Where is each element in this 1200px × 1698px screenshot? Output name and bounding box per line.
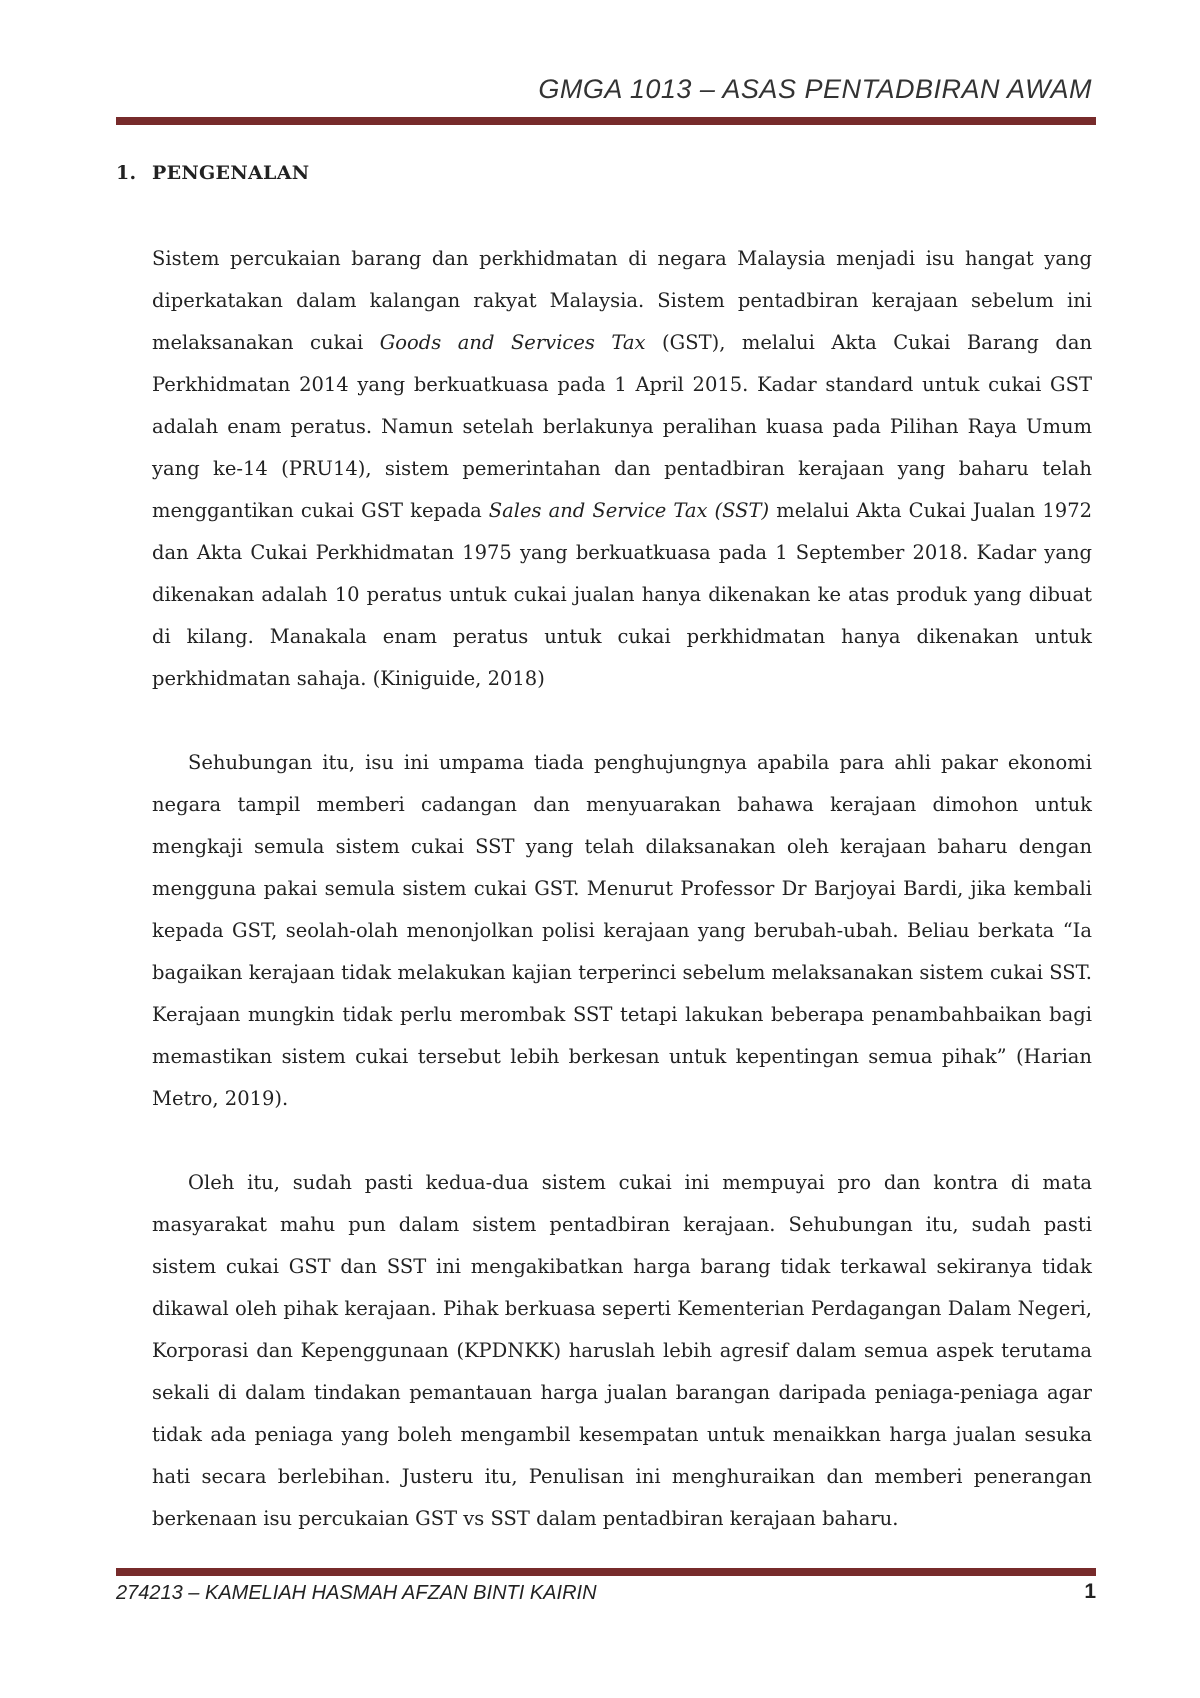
paragraph-1-text-b: (GST), melalui Akta Cukai Barang dan Perkhidmatan 2014 yang berkuatkuasa pada 1 April 2015. Kadar standard untuk cukai GST adalah enam peratus. Namun setelah berlakunya peralihan kuasa pada Pilihan Raya Umum yang ke-14 (PRU14), sistem pemerintahan dan pentadbiran kerajaan yang baharu telah menggantikan cukai GST kepada bbox=[152, 331, 1092, 522]
paragraph-1 bbox=[152, 238, 1092, 700]
footer-author: 274213 – KAMELIAH HASMAH AFZAN BINTI KAIRIN bbox=[116, 1582, 597, 1604]
header-course-title: GMGA 1013 – ASAS PENTADBIRAN AWAM bbox=[538, 74, 1092, 104]
header-divider bbox=[116, 117, 1096, 125]
paragraph-1-text-a: Sistem percukaian barang dan perkhidmatan di negara Malaysia menjadi isu hangat yang diperkatakan dalam kalangan rakyat Malaysia. Sistem pentadbiran kerajaan sebelum ini melaksanakan cukai bbox=[152, 247, 1092, 354]
section-title: PENGENALAN bbox=[152, 162, 310, 184]
paragraph-1-text-c: melalui Akta Cukai Jualan 1972 dan Akta Cukai Perkhidmatan 1975 yang berkuatkuasa pada 1 September 2018. Kadar yang dikenakan adalah 10 peratus untuk cukai jualan hanya dikenakan ke atas produk yang dibuat di kilang. Manakala enam peratus untuk cukai perkhidmatan hanya dikenakan untuk perkhidmatan sahaja. (Kiniguide, 2018) bbox=[152, 499, 1093, 690]
body-content bbox=[152, 238, 1092, 1582]
section-heading bbox=[116, 162, 309, 184]
page-number: 1 bbox=[1084, 1580, 1096, 1603]
footer-divider bbox=[116, 1568, 1096, 1576]
paragraph-2: Sehubungan itu, isu ini umpama tiada penghujungnya apabila para ahli pakar ekonomi negara tampil memberi cadangan dan menyuarakan bahawa kerajaan dimohon untuk mengkaji semula sistem cukai SST yang telah dilaksanakan oleh kerajaan baharu dengan mengguna pakai semula sistem cukai GST. Menurut Professor Dr Barjoyai Bardi, jika kembali kepada GST, seolah-olah menonjolkan polisi kerajaan yang berubah-ubah. Beliau berkata “Ia bagaikan kerajaan tidak melakukan kajian terperinci sebelum melaksanakan sistem cukai SST. Kerajaan mungkin tidak perlu merombak SST tetapi lakukan beberapa penambahbaikan bagi memastikan sistem cukai tersebut lebih berkesan untuk kepentingan semua pihak” (Harian Metro, 2019). bbox=[152, 751, 1092, 1110]
paragraph-1-italic-gst: Goods and Services Tax bbox=[379, 331, 646, 354]
paragraph-1-italic-sst: Sales and Service Tax (SST) bbox=[488, 499, 770, 522]
section-number: 1. bbox=[116, 162, 137, 184]
paragraph-3: Oleh itu, sudah pasti kedua-dua sistem cukai ini mempuyai pro dan kontra di mata masyarakat mahu pun dalam sistem pentadbiran kerajaan. Sehubungan itu, sudah pasti sistem cukai GST dan SST ini mengakibatkan harga barang tidak terkawal sekiranya tidak dikawal oleh pihak kerajaan. Pihak berkuasa seperti Kementerian Perdagangan Dalam Negeri, Korporasi dan Kepenggunaan (KPDNKK) haruslah lebih agresif dalam semua aspek terutama sekali di dalam tindakan pemantauan harga jualan barangan daripada peniaga-peniaga agar tidak ada peniaga yang boleh mengambil kesempatan untuk menaikkan harga jualan sesuka hati secara berlebihan. Justeru itu, Penulisan ini menghuraikan dan memberi penerangan berkenaan isu percukaian GST vs SST dalam pentadbiran kerajaan baharu. bbox=[152, 1171, 1092, 1530]
